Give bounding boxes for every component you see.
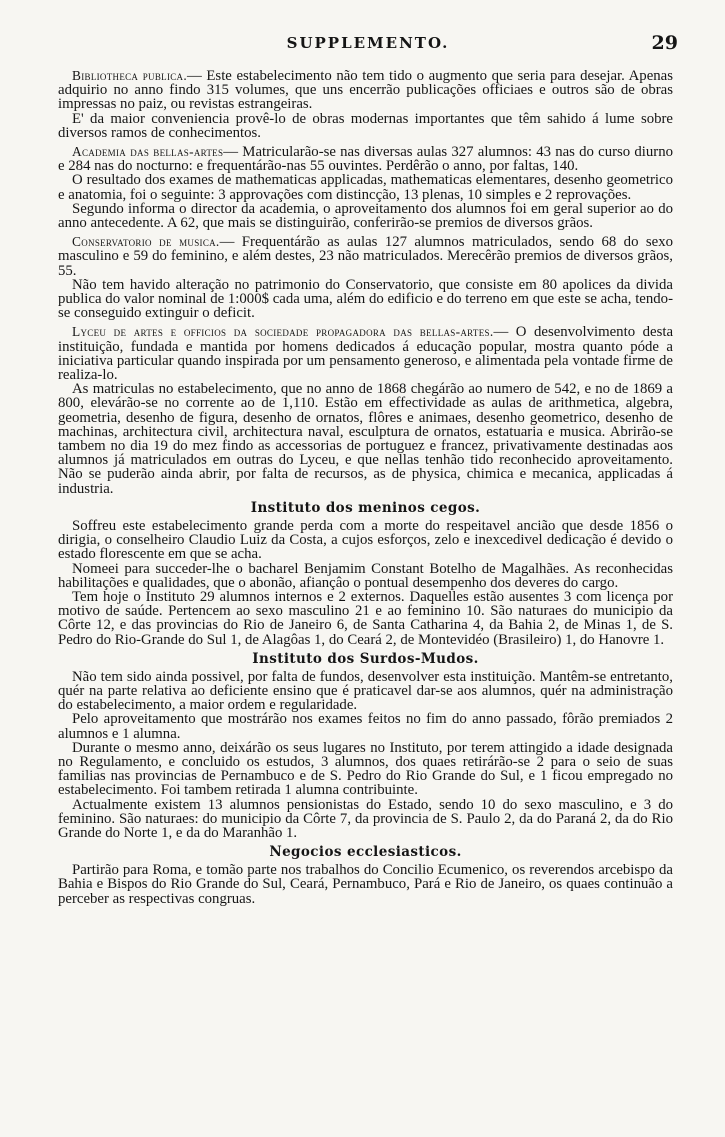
paragraph: E' da maior conveniencia provê-lo de obras modernas importantes que têm sahido á lume sobre diversos ramos de conhecimentos.: [58, 110, 673, 141]
paragraph: Nomeei para succeder-lhe o bacharel Benjamim Constant Botelho de Magalhães. As reconhecidas habilitações e qualidades, que o abonão, afiançâo o pontual desempenho dos deveres do cargo.: [58, 560, 673, 591]
section-surdos-mudos: [58, 651, 673, 840]
section-heading: Negocios ecclesiasticos.: [269, 844, 462, 861]
paragraph: Tem hoje o Instituto 29 alumnos internos e 2 externos. Daquelles estão ausentes 3 com licença por motivo de saúde. Pertencem ao sexo masculino 21 e ao feminino 10. São naturaes do municipio da Côrte 12, e das provincias do Rio de Janeiro 6, de Santa Catharina 4, da Bahia 2, de Minas 1, de S. Pedro do Rio-Grande do Sul 1, de Alagôas 1, do Ceará 2, de Montevidéo (Brasileiro) 1, do Hanovre 1.: [58, 588, 673, 648]
paragraph: Actualmente existem 13 alumnos pensionistas do Estado, sendo 10 do sexo masculino, e 3 do feminino. São naturaes: do municipio da Côrte 7, da provincia de S. Paulo 2, da do Paraná 2, da do Rio Grande do Norte 1, e da do Maranhão 1.: [58, 796, 673, 841]
paragraph: [58, 69, 673, 112]
section-lead: Academia das bellas-artes: [72, 144, 224, 160]
section-heading: Instituto dos meninos cegos.: [250, 499, 481, 516]
paragraph: Segundo informa o director da academia, o aproveitamento dos alumnos foi em geral superior ao do anno antecedente. A 62, que mais se distinguirão, conferirão-se premios de diversos grãos.: [58, 200, 673, 232]
paragraph: [58, 325, 673, 382]
section-heading: Instituto dos Surdos-Mudos.: [252, 650, 479, 667]
paragraph: Não tem sido ainda possivel, por falta de fundos, desenvolver esta instituição. Mantêm-se entretanto, quér na parte relativa ao deficiente ensino que é praticavel dar-se aos alumnos, quér na administração do estabelecimento, a maior ordem e regularidade.: [58, 668, 673, 714]
page-header: [58, 34, 678, 58]
running-title: SUPPLEMENTO.: [286, 34, 450, 52]
section-lead: Lyceu de artes e officios da sociedade propagadora das bellas-artes.: [72, 324, 494, 340]
paragraph-text: — Este estabelecimento não tem tido o augmento que seria para desejar. Apenas adquirio no anno findo 315 volumes, que uns encerrão publicações officiaes e outros são de obras impressas no paiz, ou revistas estrangeiras.: [58, 68, 673, 113]
section-conservatorio: [58, 235, 673, 320]
paragraph: Soffreu este estabelecimento grande perda com a morte do respeitavel ancião que desde 1856 o dirigia, o conselheiro Claudio Luiz da Costa, a cujos esforços, zelo e inexcedivel dedicação é devido o estado florescente em que se acha.: [58, 517, 673, 563]
section-bibliotheca: [58, 69, 673, 140]
body-text: [58, 64, 673, 906]
paragraph: [58, 145, 673, 173]
paragraph: Não tem havido alteração no patrimonio do Conservatorio, que consiste em 80 apolices da divida publica do valor nominal de 1:000$ cada uma, além do edificio e do terreno em que este se acha, tendo-se conseguido extinguir o deficit.: [58, 276, 673, 322]
paragraph: Partirão para Roma, e tomão parte nos trabalhos do Concilio Ecumenico, os reverendos arcebispo da Bahia e Bispos do Rio Grande do Sul, Ceará, Pernambuco, Pará e Rio de Janeiro, os quaes continuão a perceber as respectivas congruas.: [58, 862, 673, 907]
section-meninos-cegos: [58, 500, 673, 647]
paragraph: Pelo aproveitamento que mostrárão nos exames feitos no fim do anno passado, fôrão premiados 2 alumnos e 1 alumna.: [58, 711, 673, 742]
paragraph: O resultado dos exames de mathematicas applicadas, mathematicas elementares, desenho geometrico e anatomia, foi o seguinte: 3 approvações com distincção, 13 plenas, 10 simples e 2 reprovações.: [58, 172, 673, 203]
section-lead: Bibliotheca publica.: [72, 68, 188, 83]
paragraph-text: — Frequentárão as aulas 127 alumnos matriculados, sendo 68 do sexo masculino e 59 do feminino, e além destes, 23 não matriculados. Merecêrão premios de diversos grãos, 55.: [58, 234, 674, 279]
page-number: 29: [651, 32, 678, 54]
section-negocios-ecclesiasticos: [58, 844, 673, 906]
paragraph: Durante o mesmo anno, deixárão os seus lugares no Instituto, por terem attingido a idade designada no Regulamento, e concluido os estudos, 3 alumnos, dos quaes retirárão-se 2 para o seio de suas familias nas provincias de Pernambuco e de S. Pedro do Rio Grande do Sul, e 1 ficou empregado no estabelecimento. Foi tambem retirada 1 alumna contribuinte.: [58, 739, 673, 799]
section-lead: Conservatorio de musica.: [72, 234, 220, 250]
paragraph: As matriculas no estabelecimento, que no anno de 1868 chegárão ao numero de 542, e no de 1869 a 800, elevárão-se no corrente ao de 1,110. Estão em effectividade as aulas de arithmetica, algebra, geometria, desenho de figura, desenho de ornatos, flôres e animaes, desenho geometrico, desenho de machinas, architectura civil, architectura naval, esculptura de ornatos, estatuaria e musica. Abrirão-se tambem no dia 19 do mez findo as accessorias de portuguez e francez, privativamente destinadas aos alumnos já matriculados em outras do Lyceu, e que nellas tenhão tido reconhecido aproveitamento. Não se puderão ainda abrir, por falta de recursos, as de physica, chimica e mecanica, applicadas á industria.: [58, 381, 673, 497]
paragraph: [58, 235, 673, 278]
section-academia: [58, 145, 673, 230]
section-lyceu: [58, 325, 673, 495]
paragraph-text: — O desenvolvimento desta instituição, fundada e mantida por homens dedicados á educação popular, mostra quanto póde a iniciativa particular quando inspirada por um pensamento generoso, e alimentada pela vontade firme de realiza-lo.: [58, 324, 674, 384]
paragraph-text: — Matricularão-se nas diversas aulas 327 alumnos: 43 nas do curso diurno e 284 nas do nocturno: e frequentárão-nas 55 ouvintes. Perdêrão o anno, por faltas, 140.: [58, 144, 674, 175]
